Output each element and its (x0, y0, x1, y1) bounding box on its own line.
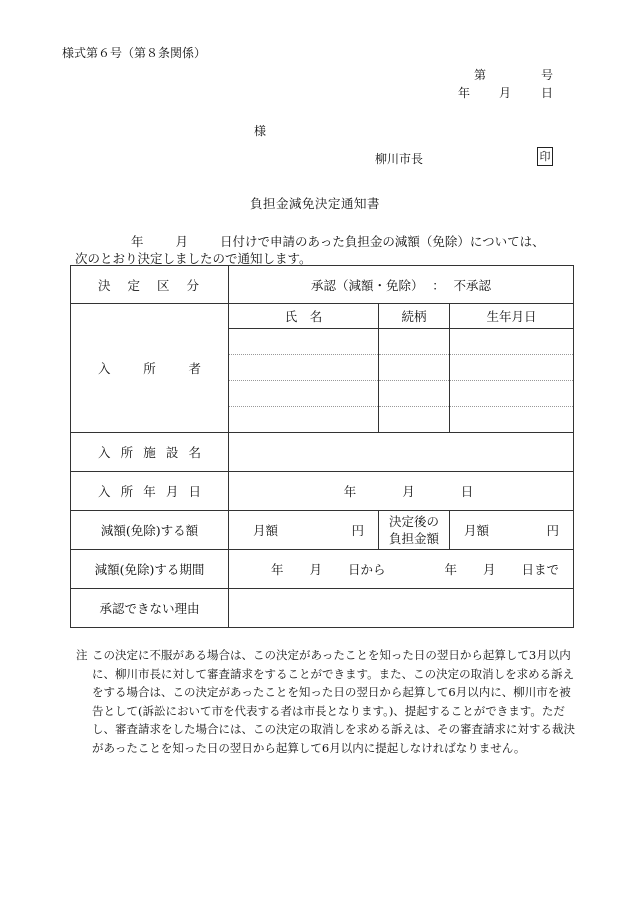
decision-value-cell (229, 266, 574, 304)
decision-colon: ： (432, 277, 445, 293)
resident-relation-field[interactable] (379, 329, 450, 355)
appeal-note (70, 646, 578, 757)
period-label: 減額(免除)する期間 (71, 550, 229, 589)
entry-date-day: 日 (460, 484, 474, 499)
intro-line-1 (131, 232, 545, 250)
entry-date-row (71, 472, 574, 511)
resident-label-cell (71, 304, 229, 433)
resident-birthdate-field[interactable] (450, 355, 574, 381)
entry-date-year: 年 (343, 484, 357, 499)
amount-label: 減額(免除)する額 (71, 511, 229, 550)
after-decision-yen: 円 (546, 523, 560, 538)
resident-relation-field[interactable] (379, 407, 450, 433)
resident-label: 入 所 者 (98, 361, 201, 376)
period-to-year: 年 (444, 562, 457, 577)
after-decision-label (379, 511, 450, 550)
resident-name-field[interactable] (229, 381, 379, 407)
facility-row (71, 433, 574, 472)
facility-label: 入 所 施 設 名 (98, 445, 201, 460)
resident-birthdate-field[interactable] (450, 407, 574, 433)
resident-header-birthdate: 生年月日 (450, 304, 574, 329)
resident-name-field[interactable] (229, 407, 379, 433)
resident-birthdate-field[interactable] (450, 329, 574, 355)
resident-relation-field[interactable] (379, 381, 450, 407)
after-decision-line-1: 決定後の (388, 514, 439, 529)
period-field[interactable] (229, 550, 574, 589)
period-to-month: 月 (482, 562, 496, 577)
document-title: 負担金減免決定通知書 (249, 196, 380, 211)
resident-name-field[interactable] (229, 329, 379, 355)
resident-name-field[interactable] (229, 355, 379, 381)
resident-header-name: 氏 名 (229, 304, 379, 329)
entry-date-label-cell (71, 472, 229, 511)
after-decision-line-2: 負担金額 (388, 531, 439, 546)
decision-label-cell (71, 266, 229, 304)
resident-header-relation: 続柄 (379, 304, 450, 329)
note-body: この決定に不服がある場合は、この決定があったことを知った日の翌日から起算して3月以内に、柳川市長に対して審査請求をすることができます。また、この決定の取消しを求める訴えをする場合は、この決定があったことを知った日の翌日から起算して6月以内に、柳川市を被告として(訴訟において市を代表する者は市長となります。)、提起することができます。ただし、審査請求をした場合には、この決定の取消しを求める訴えは、その審査請求に対する裁決があったことを知った日の翌日から起算して6月以内に提起しなければなりません。 (92, 648, 575, 755)
entry-date-field[interactable] (229, 472, 574, 511)
facility-label-cell (71, 433, 229, 472)
issue-date-month: 月 (499, 86, 512, 100)
period-from-day: 日から (348, 562, 386, 577)
resident-relation-field[interactable] (379, 355, 450, 381)
reason-row (71, 589, 574, 628)
intro-month: 月 (175, 234, 189, 249)
addressee-honorific: 様 (254, 124, 267, 138)
resident-header-row (71, 304, 574, 329)
issue-date-year: 年 (458, 86, 471, 100)
decision-reject-option[interactable]: 不承認 (453, 277, 491, 293)
decision-row (71, 266, 574, 304)
entry-date-month: 月 (402, 484, 415, 499)
reason-label: 承認できない理由 (71, 589, 229, 628)
monthly-amount-yen: 円 (351, 523, 364, 538)
decision-table (70, 265, 574, 628)
period-to-day: 日まで (521, 562, 560, 577)
resident-birthdate-field[interactable] (450, 381, 574, 407)
entry-date-label: 入 所 年 月 日 (98, 484, 201, 499)
issue-date-day: 日 (541, 86, 554, 100)
seal-mark: 印 (537, 147, 553, 166)
intro-line-2: 次のとおり決定しましたので通知します。 (75, 251, 312, 266)
after-decision-monthly-label: 月額 (464, 523, 490, 538)
facility-name-field[interactable] (229, 433, 574, 472)
intro-year: 年 (131, 234, 144, 249)
document-number-suffix: 号 (541, 68, 554, 82)
note-head: 注 (76, 648, 88, 662)
after-decision-amount-field[interactable] (450, 511, 574, 550)
issuer-mayor: 柳川市長 (375, 152, 424, 166)
document-number-prefix: 第 (474, 68, 487, 82)
amount-row (71, 511, 574, 550)
monthly-amount-label: 月額 (253, 523, 279, 538)
decision-approve-option[interactable]: 承認（減額・免除） (311, 277, 424, 293)
reason-field[interactable] (229, 589, 574, 628)
form-number-label: 様式第６号（第８条関係） (62, 46, 207, 60)
monthly-amount-field[interactable] (229, 511, 379, 550)
period-row (71, 550, 574, 589)
intro-tail: 日付けで申請のあった負担金の減額（免除）については、 (220, 234, 545, 249)
decision-label: 決 定 区 分 (98, 277, 199, 293)
period-from-year: 年 (271, 562, 284, 577)
period-from-month: 月 (309, 562, 323, 577)
